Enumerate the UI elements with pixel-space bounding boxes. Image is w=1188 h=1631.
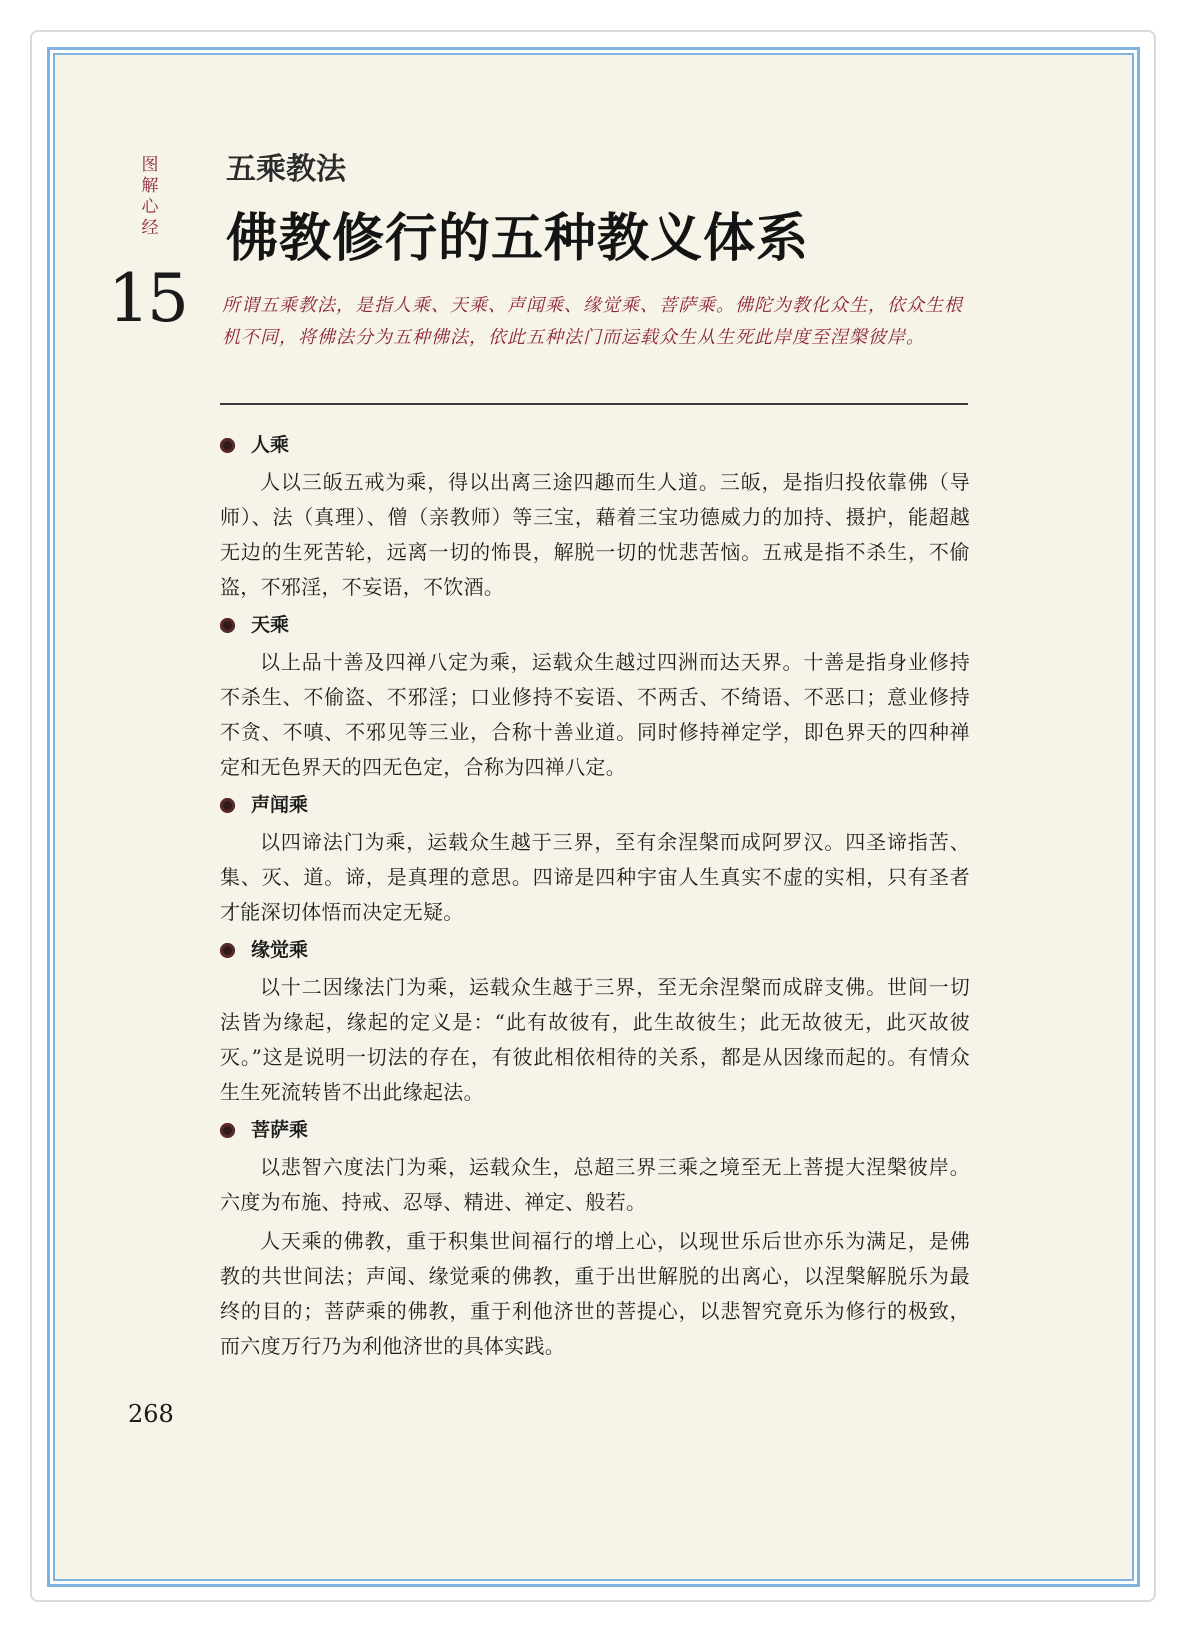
item-heading-label: 天乘: [251, 614, 290, 636]
item-heading: [220, 936, 970, 964]
item-section: [220, 936, 970, 1110]
item-heading-label: 人乘: [251, 434, 290, 456]
item-section: [220, 431, 970, 605]
article-body: [220, 425, 970, 1368]
bullet-icon: [220, 1123, 235, 1138]
item-paragraph: 以悲智六度法门为乘，运载众生，总超三界三乘之境至无上菩提大涅槃彼岸。六度为布施、持戒、忍辱、精进、禅定、般若。: [220, 1155, 970, 1214]
item-section: [220, 611, 970, 785]
item-heading-label: 缘觉乘: [251, 939, 309, 961]
item-section: [220, 1116, 970, 1364]
page-title: 佛教修行的五种教义体系: [226, 209, 810, 269]
item-heading: [220, 1116, 970, 1144]
item-paragraph: 以四谛法门为乘，运载众生越于三界，至有余涅槃而成阿罗汉。四圣谛指苦、集、灭、道。谛，是真理的意思。四谛是四种宇宙人生真实不虚的实相，只有圣者才能深切体悟而决定无疑。: [220, 830, 970, 924]
item-paragraph: 人以三皈五戒为乘，得以出离三途四趣而生人道。三皈，是指归投依靠佛（导师）、法（真理）、僧（亲教师）等三宝，藉着三宝功德威力的加持、摄护，能超越无边的生死苦轮，远离一切的怖畏，解脱一切的忧悲苦恼。五戒是指不杀生，不偷盗，不邪淫，不妄语，不饮酒。: [220, 470, 970, 599]
item-paragraph: 以十二因缘法门为乘，运载众生越于三界，至无余涅槃而成辟支佛。世间一切法皆为缘起，缘起的定义是：“此有故彼有，此生故彼生；此无故彼无，此灭故彼灭。”这是说明一切法的存在，有彼此相依相待的关系，都是从因缘而起的。有情众生生死流转皆不出此缘起法。: [220, 975, 970, 1104]
item-heading: [220, 431, 970, 459]
intro-paragraph: 所谓五乘教法，是指人乘、天乘、声闻乘、缘觉乘、菩萨乘。佛陀为教化众生，依众生根机不同，将佛法分为五种佛法，依此五种法门而运载众生从生死此岸度至涅槃彼岸。: [222, 295, 963, 348]
summary-paragraph: 人天乘的佛教，重于积集世间福行的增上心，以现世乐后世亦乐为满足，是佛教的共世间法；声闻、缘觉乘的佛教，重于出世解脱的出离心，以涅槃解脱乐为最终的目的；菩萨乘的佛教，重于利他济世的菩提心，以悲智究竟乐为修行的极致，而六度万行乃为利他济世的具体实践。: [220, 1229, 970, 1358]
page-number: 268: [128, 1400, 174, 1428]
item-heading: [220, 791, 970, 819]
book-side-tag: 图解心经: [141, 155, 159, 238]
chapter-number: 15: [108, 260, 186, 337]
bullet-icon: [220, 618, 235, 633]
item-heading: [220, 611, 970, 639]
bullet-icon: [220, 943, 235, 958]
item-section: [220, 791, 970, 930]
section-label: 五乘教法: [226, 152, 346, 187]
bullet-icon: [220, 438, 235, 453]
divider: [220, 403, 968, 405]
item-paragraph: 以上品十善及四禅八定为乘，运载众生越过四洲而达天界。十善是指身业修持不杀生、不偷盗、不邪淫；口业修持不妄语、不两舌、不绮语、不恶口；意业修持不贪、不嗔、不邪见等三业，合称十善业道。同时修持禅定学，即色界天的四种禅定和无色界天的四无色定，合称为四禅八定。: [220, 650, 970, 779]
item-heading-label: 菩萨乘: [251, 1119, 309, 1141]
item-heading-label: 声闻乘: [251, 794, 309, 816]
bullet-icon: [220, 798, 235, 813]
